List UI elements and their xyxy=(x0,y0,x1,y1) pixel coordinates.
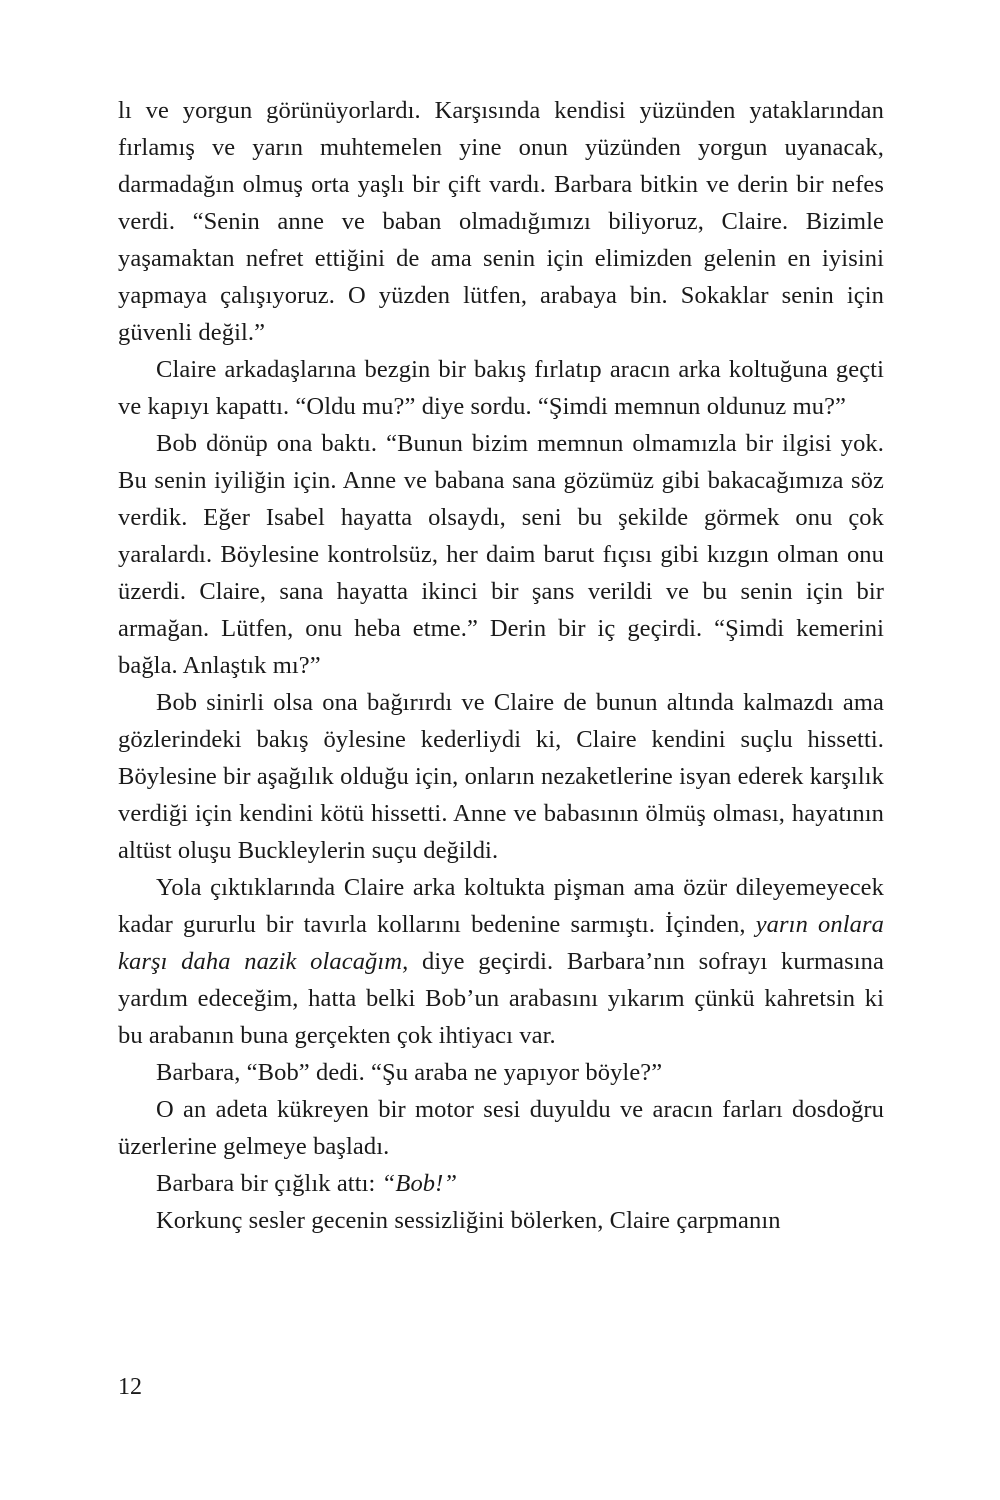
text-segment: Korkunç sesler gecenin sessizliğini bölerken, Claire çarpmanın xyxy=(156,1207,781,1234)
text-block xyxy=(118,92,884,1239)
paragraph xyxy=(118,1054,884,1091)
text-segment: Barbara bir çığlık attı: xyxy=(156,1170,382,1197)
paragraph xyxy=(118,1091,884,1165)
text-segment: Barbara, “Bob” dedi. “Şu araba ne yapıyor böyle?” xyxy=(156,1059,663,1086)
paragraph xyxy=(118,1165,884,1202)
paragraph xyxy=(118,684,884,869)
text-segment: Claire arkadaşlarına bezgin bir bakış fırlatıp aracın arka koltuğuna geçti ve kapıyı kapattı. “Oldu mu?” diye sordu. “Şimdi memnun oldunuz mu?” xyxy=(118,356,884,420)
paragraph xyxy=(118,1202,884,1239)
italic-text-segment: yarın onlara karşı daha nazik olacağım, xyxy=(118,911,884,975)
paragraph xyxy=(118,92,884,351)
text-segment: lı ve yorgun görünüyorlardı. Karşısında kendisi yüzünden yataklarından fırlamış ve yarın muhtemelen yine onun yüzünden yorgun uyanacak, darmadağın olmuş orta yaşlı bir çift vardı. Barbara bitkin ve derin bir nefes verdi. “Senin anne ve baban olmadığımızı biliyoruz, Claire. Bizimle yaşamaktan nefret ettiğini de ama senin için elimizden gelenin en iyisini yapmaya çalışıyoruz. O yüzden lütfen, arabaya bin. Sokaklar senin için güvenli değil.” xyxy=(118,97,884,346)
paragraph xyxy=(118,351,884,425)
text-segment: O an adeta kükreyen bir motor sesi duyuldu ve aracın farları dosdoğru üzerlerine gelmeye başladı. xyxy=(118,1096,884,1160)
page-number: 12 xyxy=(118,1374,142,1400)
italic-text-segment: “Bob!” xyxy=(381,1170,458,1197)
paragraph xyxy=(118,425,884,684)
text-segment: diye geçirdi. Barbara’nın sofrayı kurmasına yardım edeceğim, hatta belki Bob’un arabasını yıkarım çünkü kahretsin ki bu arabanın buna gerçekten çok ihtiyacı var. xyxy=(118,948,885,1049)
text-segment: Yola çıktıklarında Claire arka koltukta pişman ama özür dileyemeyecek kadar gururlu bir tavırla kollarını bedenine sarmıştı. İçinden, xyxy=(118,874,884,938)
text-segment: Bob dönüp ona baktı. “Bunun bizim memnun olmamızla bir ilgisi yok. Bu senin iyiliğin için. Anne ve babana sana gözümüz gibi bakacağımıza söz verdik. Eğer Isabel hayatta olsaydı, seni bu şekilde görmek onu çok yaralardı. Böylesine kontrolsüz, her daim barut fıçısı gibi kızgın olman onu üzerdi. Claire, sana hayatta ikinci bir şans verildi ve bu senin için bir armağan. Lütfen, onu heba etme.” Derin bir iç geçirdi. “Şimdi kemerini bağla. Anlaştık mı?” xyxy=(118,430,884,679)
paragraph xyxy=(118,869,884,1054)
text-segment: Bob sinirli olsa ona bağırırdı ve Claire de bunun altında kalmazdı ama gözlerindeki bakış öylesine kederliydi ki, Claire kendini suçlu hissetti. Böylesine bir aşağılık olduğu için, onların nezaketlerine isyan ederek karşılık verdiği için kendini kötü hissetti. Anne ve babasının ölmüş olması, hayatının altüst oluşu Buckleylerin suçu değildi. xyxy=(118,689,884,864)
